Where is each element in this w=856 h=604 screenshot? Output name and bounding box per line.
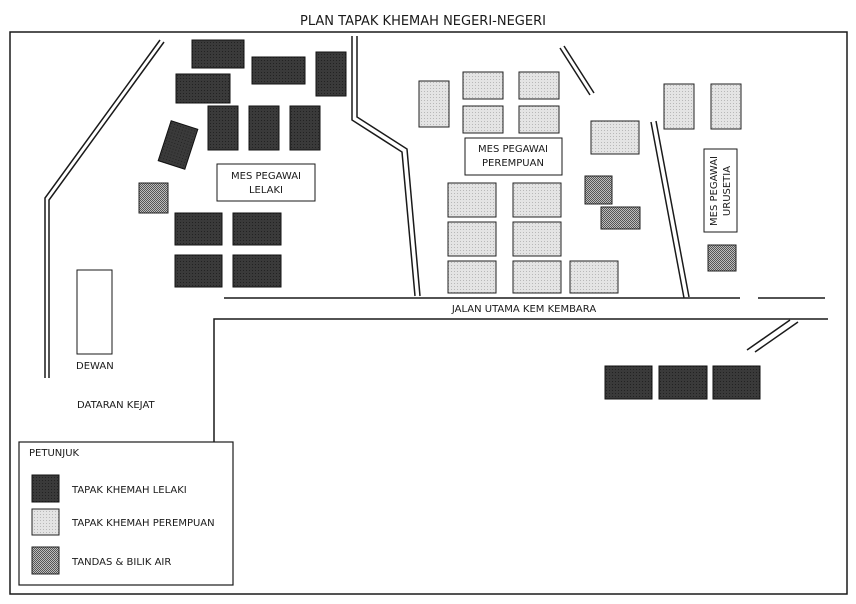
road-short-diag-2	[564, 46, 594, 93]
tent-lelaki	[290, 106, 320, 150]
road-east-diag-2	[755, 322, 798, 352]
road-center-2	[357, 36, 420, 296]
tent-lelaki	[252, 57, 305, 84]
tent-perempuan	[711, 84, 741, 129]
tent-perempuan	[463, 106, 503, 133]
tent-perempuan	[448, 222, 496, 256]
map-title: PLAN TAPAK KHEMAH NEGERI-NEGERI	[300, 14, 546, 29]
mes-perempuan-line1: MES PEGAWAI	[478, 144, 548, 155]
tent-lelaki	[233, 213, 281, 245]
tent-perempuan	[570, 261, 618, 293]
mes-lelaki-line1: MES PEGAWAI	[231, 171, 301, 182]
tent-perempuan	[519, 106, 559, 133]
road-center-1	[352, 36, 415, 296]
tent-lelaki	[208, 106, 238, 150]
mes-urusetia-line1: MES PEGAWAI	[709, 156, 720, 226]
legend-title: PETUNJUK	[29, 448, 80, 459]
mes-urusetia-line2: URUSETIA	[722, 165, 733, 217]
mes-pegawai-lelaki	[217, 164, 315, 201]
mes-pegawai-urusetia	[704, 149, 737, 232]
legend-label-perempuan: TAPAK KHEMAH PEREMPUAN	[72, 518, 215, 529]
mes-lelaki-line2: LELAKI	[248, 185, 284, 196]
tent-lelaki	[316, 52, 346, 96]
tent-perempuan	[519, 72, 559, 99]
tent-lelaki	[659, 366, 707, 399]
tapak-khemah-perempuan-group	[419, 72, 741, 293]
tent-perempuan	[664, 84, 694, 129]
road-right-1	[651, 122, 684, 298]
toilet-block	[708, 245, 736, 271]
tent-perempuan	[448, 261, 496, 293]
legend-swatch-perempuan	[32, 509, 59, 535]
tent-lelaki	[713, 366, 760, 399]
tent-perempuan	[448, 183, 496, 217]
tent-lelaki	[249, 106, 279, 150]
dewan-label: DEWAN	[76, 361, 114, 372]
legend-swatch-lelaki	[32, 475, 59, 502]
legend-label-tandas: TANDAS & BILIK AIR	[72, 557, 172, 568]
legend-label-lelaki: TAPAK KHEMAH LELAKI	[72, 485, 187, 496]
jalan-utama-label: JALAN UTAMA KEM KEMBARA	[451, 304, 597, 315]
road-short-diag-1	[560, 48, 590, 95]
toilet-block	[585, 176, 612, 204]
tent-perempuan	[463, 72, 503, 99]
tent-lelaki	[605, 366, 652, 399]
tent-perempuan	[513, 183, 561, 217]
dataran-kejat-label: DATARAN KEJAT	[77, 400, 155, 411]
tent-perempuan	[513, 222, 561, 256]
tent-lelaki	[175, 255, 222, 287]
road-east-diag-1	[747, 320, 790, 350]
legend	[19, 442, 233, 585]
tent-lelaki	[233, 255, 281, 287]
tent-perempuan	[591, 121, 639, 154]
tent-lelaki	[176, 74, 230, 103]
mes-pegawai-perempuan	[465, 138, 562, 175]
toilet-block	[139, 183, 168, 213]
tent-perempuan	[513, 261, 561, 293]
dewan-building	[77, 270, 112, 354]
tent-perempuan	[419, 81, 449, 127]
toilet-block	[601, 207, 640, 229]
tent-lelaki	[192, 40, 244, 68]
road-right-2	[656, 121, 689, 297]
legend-swatch-tandas	[32, 547, 59, 574]
tent-lelaki	[158, 121, 198, 170]
tent-lelaki	[175, 213, 222, 245]
mes-perempuan-line2: PEREMPUAN	[482, 158, 544, 169]
